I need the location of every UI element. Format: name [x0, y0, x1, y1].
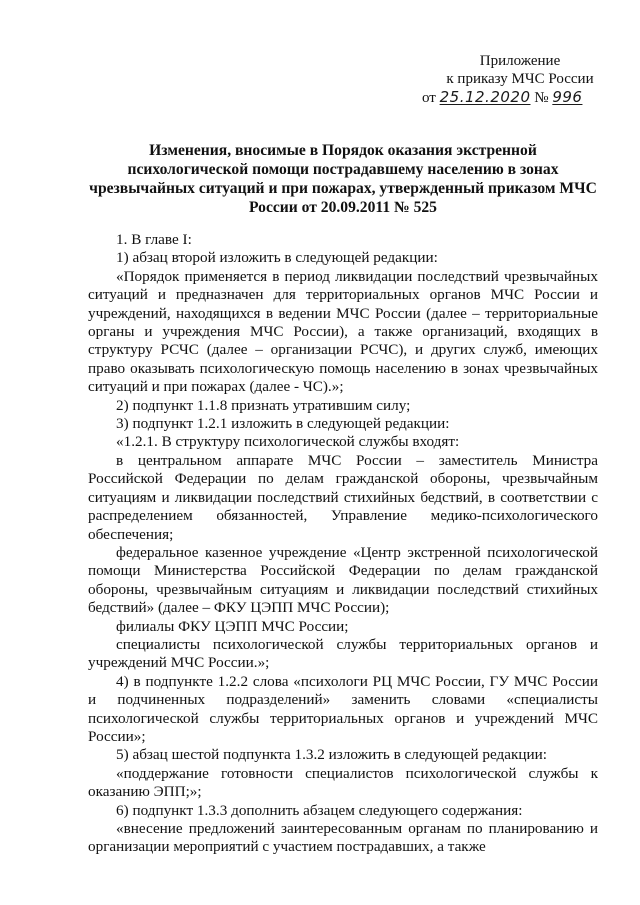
number-sign: № — [534, 90, 549, 106]
paragraph-4: 2) подпункт 1.1.8 признать утратившим силу; — [116, 396, 411, 414]
document-body — [88, 231, 598, 857]
paragraph-2: 1) абзац второй изложить в следующей редакции: — [116, 249, 438, 267]
paragraph-15: «внесение предложений заинтересованным органам по планированию и организации мероприятий с участием пострадавших, а также — [88, 820, 598, 856]
paragraph-3: «Порядок применяется в период ликвидации последствий чрезвычайных ситуаций и предназначен для территориальных органов МЧС России и учреждений, находящихся в ведении МЧС России (далее – территориальные органы и учреждения МЧС России), а также организаций, входящих в структуру РСЧС (далее – организации РСЧС), и других служб, имеющих право оказывать психологическую помощь населению в зонах чрезвычайных ситуаций и при пожарах (далее - ЧС).»; — [88, 267, 598, 396]
paragraph-8: федеральное казенное учреждение «Центр экстренной психологической помощи Министерства Российской Федерации по делам гражданской обороны, чрезвычайным ситуациям и ликвидации последствий стихийных бедствий» (далее – ФКУ ЦЭПП МЧС России); — [88, 543, 598, 617]
paragraph-11: 4) в подпункте 1.2.2 слова «психологи РЦ МЧС России, ГУ МЧС России и подчиненных подразделений» заменить словами «специалисты психологической службы территориальных органов и учреждений МЧС России»; — [88, 672, 598, 745]
paragraph-12: 5) абзац шестой подпункта 1.3.2 изложить в следующей редакции: — [116, 746, 548, 764]
paragraph-10: специалисты психологической службы территориальных органов и учреждений МЧС России.»; — [88, 635, 598, 672]
document-title: Изменения, вносимые в Порядок оказания экстренной психологической помощи пострадавшему населению в зонах чрезвычайных ситуаций и при пожарах, утвержденный приказом МЧС России от 20.09.2011 № 525 — [89, 142, 597, 216]
paragraph-7: в центральном аппарате МЧС России – заместитель Министра Российской Федерации по делам гражданской обороны, чрезвычайным ситуациям и ликвидации последствий стихийных бедствий, в соответствии с распределением обязанностей, Управление медико-психологического обеспечения; — [88, 451, 598, 543]
from-prefix: от — [422, 90, 436, 106]
appendix-label: Приложение — [479, 53, 561, 69]
paragraph-9: филиалы ФКУ ЦЭПП МЧС России; — [116, 617, 349, 635]
handwritten-number: 996 — [552, 88, 583, 106]
approval-block — [420, 52, 620, 107]
paragraph-1: 1. В главе I: — [116, 231, 192, 248]
paragraph-6: «1.2.1. В структуру психологической службы входят: — [116, 433, 460, 451]
paragraph-13: «поддержание готовности специалистов психологической службы к оказанию ЭПП;»; — [88, 764, 598, 801]
handwritten-date: 25.12.2020 — [439, 88, 531, 106]
order-date-number — [420, 88, 620, 107]
order-reference: к приказу МЧС России — [446, 71, 594, 87]
paragraph-5: 3) подпункт 1.2.1 изложить в следующей редакции: — [116, 415, 450, 433]
paragraph-14: 6) подпункт 1.3.3 дополнить абзацем следующего содержания: — [116, 801, 523, 819]
